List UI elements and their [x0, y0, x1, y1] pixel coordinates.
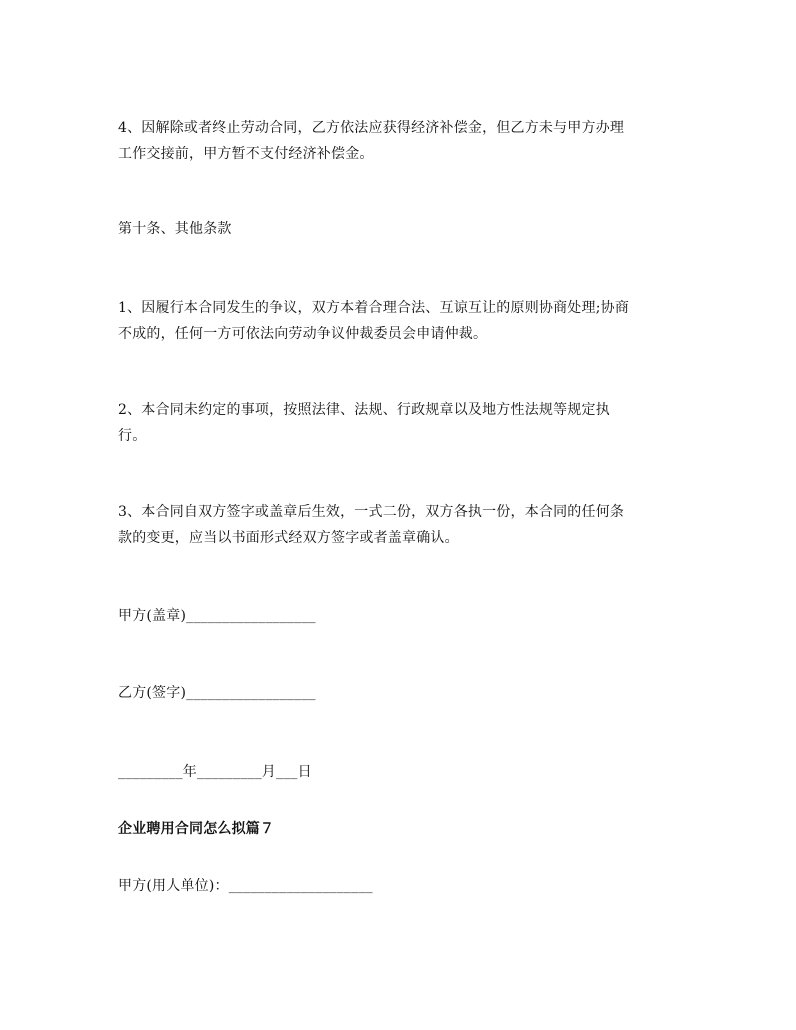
other-clause-3-line-1: 3、本合同自双方签字或盖章后生效，一式二份，双方各执一份，本合同的任何条	[118, 504, 625, 520]
article-heading	[118, 816, 680, 842]
clause-4-paragraph	[118, 115, 680, 167]
employer-line-text: 甲方(用人单位)：____________________	[118, 878, 373, 894]
other-clause-1-line-1: 1、因履行本合同发生的争议，双方本着合理合法、互谅互让的原则协商处理;协商	[118, 300, 630, 316]
clause-4-line-1: 4、因解除或者终止劳动合同，乙方依法应获得经济补偿金，但乙方未与甲方办理	[118, 120, 625, 136]
other-clause-1-line-2: 不成的，任何一方可依法向劳动争议仲裁委员会申请仲裁。	[118, 326, 488, 342]
party-b-signature-text: 乙方(签字)__________________	[118, 685, 316, 701]
other-clause-3-line-2: 款的变更，应当以书面形式经双方签字或者盖章确认。	[118, 530, 459, 546]
section-title	[118, 216, 680, 242]
other-clause-3-paragraph	[118, 499, 680, 551]
date-line-text: _________年_________月___日	[118, 764, 312, 780]
other-clause-1-paragraph	[118, 295, 680, 347]
article-heading-text: 企业聘用合同怎么拟篇７	[118, 821, 275, 837]
clause-4-line-2: 工作交接前，甲方暂不支付经济补偿金。	[118, 146, 374, 162]
other-clause-2-line-1: 2、本合同未约定的事项，按照法律、法规、行政规章以及地方性法规等规定执	[118, 402, 610, 418]
employer-line	[118, 873, 680, 899]
section-title-text: 第十条、其他条款	[118, 221, 232, 237]
party-a-signature-line	[118, 603, 680, 629]
party-b-signature-line	[118, 680, 680, 706]
other-clause-2-paragraph	[118, 397, 680, 449]
other-clause-2-line-2: 行。	[118, 428, 147, 444]
date-line	[118, 759, 680, 785]
party-a-signature-text: 甲方(盖章)__________________	[118, 608, 316, 624]
